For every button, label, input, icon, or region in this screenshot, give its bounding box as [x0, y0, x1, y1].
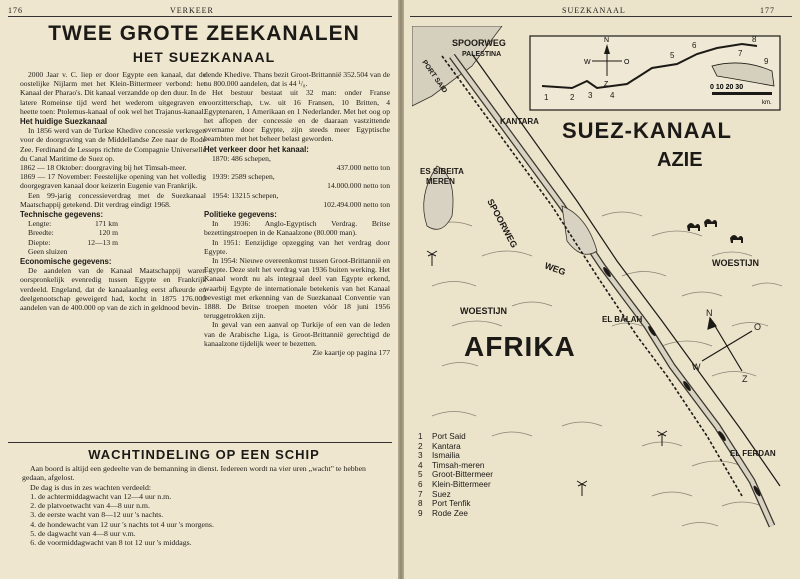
compass-letter: O: [754, 322, 762, 332]
label-spoorweg: SPOORWEG: [485, 197, 520, 250]
label-spoorweg-top: SPOORWEG: [452, 38, 506, 48]
traffic-row: 1954: 13215 schepen, 102.494.000 netto ton: [212, 190, 390, 209]
list-item: 4. de hondewacht van 12 uur 's nachts tot 4 uur 's morgens.: [38, 520, 388, 529]
scale-unit: km.: [762, 100, 772, 106]
inset-number: 5: [670, 51, 675, 60]
section-heading: Economische gegevens:: [20, 257, 112, 267]
inset-number: 2: [570, 93, 575, 102]
section-heading: Het huidige Suezkanaal: [20, 117, 108, 127]
paragraph: De aandelen van de Kanaal Maatschappij waren oorspronkelijk evenredig tussen Egypte en Frankrijk verdeeld. Engeland, dat de kanaalaanleg eerst afkeurde en deelgenootschap geweigerd had, kocht in 1875 176.000 aandelen van de 400.000 op van de zich in geldnood bevin-: [20, 266, 206, 313]
list-item: 2. de platvoetwacht van 4—8 uur n.m.: [38, 501, 388, 510]
paragraph: In geval van een aanval op Turkije of een van de leden van de Arabische Liga, is Groot-Brittannië gerechtigd de kanaalzone tijdelijk weer te bezetten.: [204, 320, 390, 348]
paragraph: 1862 — 18 Oktober: doorgraving bij het Timsah-meer.: [20, 163, 187, 173]
section-heading: Technische gegevens:: [20, 210, 104, 220]
see-map-note: Zie kaartje op pagina 177: [312, 348, 390, 358]
legend-item: 1 Port Said: [418, 432, 466, 441]
legend-item: 4 Timsah-meren: [418, 460, 485, 470]
legend-item: 5 Groot-Bittermeer: [418, 470, 493, 480]
label-el-ferdan: EL FERDAN: [730, 449, 776, 458]
compass-letter: W: [584, 59, 591, 66]
list-item: 6. de voormiddagwacht van 8 tot 12 uur 's middags.: [38, 538, 388, 547]
inset-number: 8: [752, 35, 757, 44]
traffic-row: 1870: 486 schepen, 437.000 netto ton: [212, 153, 390, 173]
list-item: 5. de dagwacht van 4—8 uur v.m.: [38, 529, 388, 538]
tech-row: Diepte: 12—13 m: [28, 237, 118, 247]
legend-item: 9 Rode Zee: [418, 508, 468, 518]
legend-item: 6 Klein-Bittermeer: [418, 479, 491, 489]
tech-note: Geen sluizen: [28, 246, 68, 256]
compass-letter: Z: [742, 374, 748, 384]
paragraph: Aan boord is altijd een gedeelte van de bemanning in dienst. Iedereen wordt na vier uren „wacht" te hebben gedaan, afgelost.: [22, 464, 366, 483]
compass-letter: O: [624, 59, 630, 66]
label-meren: MEREN: [426, 177, 455, 186]
compass-letter: W: [692, 362, 701, 372]
header-rule: [410, 16, 792, 17]
page-number: 177: [760, 6, 775, 15]
map-title: SUEZ-KANAAL: [562, 118, 732, 143]
running-head: VERKEER: [170, 6, 214, 15]
inset-number: 9: [764, 57, 769, 66]
legend-item: 8 Port Tenfik: [418, 499, 471, 509]
column-left: [20, 70, 206, 312]
label-woestijn-east: WOESTIJN: [712, 258, 760, 268]
label-kantara: KANTARA: [500, 117, 539, 126]
compass-letter: N: [706, 308, 713, 318]
traffic-table: [204, 154, 390, 209]
paragraph: In 1951: Eenzijdige opzegging van het verdrag door Egypte.: [204, 237, 390, 256]
article-title: TWEE GROTE ZEEKANALEN: [48, 22, 360, 45]
tech-row: Lengte: 171 km: [28, 219, 118, 229]
watch-section: [22, 464, 388, 548]
compass-letter: Z: [604, 81, 609, 88]
list-item: 1. de achtermiddagwacht van 12—4 uur n.m.: [38, 492, 388, 501]
scale-label: 0 10 20 30: [710, 84, 744, 91]
paragraph: 1869 — 17 November: Feestelijke opening van het volledig doorgegraven kanaal door keizerin Eugenie van Frankrijk.: [20, 172, 206, 191]
section-rule: [8, 442, 392, 443]
label-port-said: PORT SAID: [420, 59, 448, 95]
traffic-row: 1939: 2589 schepen, 14.000.000 netto ton: [212, 172, 390, 191]
legend-item: 7 Suez: [418, 489, 451, 499]
watch-list: [22, 492, 388, 548]
right-page: [404, 0, 800, 579]
paragraph: De dag is dus in zes wachten verdeeld:: [30, 482, 152, 492]
inset-number: 6: [692, 41, 697, 50]
paragraph: In 1954: Nieuwe overeenkomst tussen Groot-Brittannië en Egypte. Deze stelt het verdrag van 1936 buiten werking. Het Kanaal wordt nu als integraal deel van Egypte erkend, waarbij Egypte de internationale betekenis van het Kanaal bevestigt met erkenning van de Suezkanaal Conventie van 1888. De Britse troepen moeten vóór 18 juni 1956 teruggetrokken zijn.: [204, 256, 390, 321]
column-right: [204, 70, 390, 357]
section-heading: Het verkeer door het kanaal:: [204, 144, 309, 154]
compass-letter: N: [604, 37, 610, 44]
label-afrika: AFRIKA: [464, 331, 576, 362]
label-woestijn-west: WOESTIJN: [460, 306, 508, 316]
paragraph: In 1936: Anglo-Egyptisch Verdrag. Britse bezettingstroepen in de Kanaalzone (80.000 man).: [204, 219, 390, 238]
article-subtitle: HET SUEZKANAAL: [132, 49, 276, 65]
map-legend: [418, 432, 618, 518]
label-azie: AZIE: [657, 149, 703, 171]
paragraph: Een 99-jarig concessieverdrag met de Suezkanaal Maatschappij getekend. Dit verdrag eindigt 1968.: [20, 190, 206, 209]
label-palestina: PALESTINA: [462, 51, 502, 58]
label-el-balah: EL BALAH: [602, 315, 643, 324]
watch-title: WACHTINDELING OP EEN SCHIP: [88, 447, 320, 462]
tech-list: [20, 219, 118, 256]
header-rule: [8, 16, 392, 17]
inset-number: 7: [738, 49, 743, 58]
inset-number: 1: [544, 93, 549, 102]
legend-item: 2 Kantara: [418, 441, 461, 451]
intro-paragraph: 2000 Jaar v. C. liep er door Egypte een kanaal, dat de oostelijke Nijlarm met het Klein-Bittermeer verbond: het Kanaal der Pharao's. Dit kanaal verzandde op den duur. In de latere Romeinse tijd werd het wederom uitgegraven en heette toen: Ptolemus-kanaal of ook wel het Trajanus-kanaal.: [20, 70, 206, 116]
legend-item: 3 Ismailia: [418, 451, 460, 461]
label-weg: WEG: [543, 260, 567, 278]
running-head: SUEZKANAAL: [562, 6, 626, 15]
inset-number: 3: [588, 91, 593, 100]
list-item: 3. de eerste wacht van 8—12 uur 's nachts.: [38, 510, 388, 519]
tech-row: Breedte: 120 m: [28, 228, 118, 238]
label-es-sibeita: ES SIBEITA: [420, 167, 464, 176]
page-number: 176: [8, 6, 23, 15]
paragraph: dende Khedive. Thans bezit Groot-Brittannië 352.504 van de nu 800.000 aandelen, dat is 44 ¹/₈.: [204, 70, 390, 89]
inset-number: 4: [610, 91, 615, 100]
left-page: [0, 0, 398, 579]
paragraph: In 1856 werd van de Turkse Khedive concessie verkregen voor de doorgraving van de Middellandse Zee naar de Rode Zee. Ferdinand de Lesseps richtte de Compagnie Universelle du Canal Maritime de Suez op.: [20, 126, 206, 163]
section-heading: Politieke gegevens:: [204, 210, 277, 220]
paragraph: Het bestuur bestaat uit 32 man: onder Franse voorzitterschap, t.w. uit 16 Fransen, 10 Britten, 4 Egyptenaren, 1 Amerikaan en 1 Nederlander. Met het oog op het aflopen der concessie en de daaraan vastzittende overname door Egypte, zijn steeds meer Egyptische beambten met het beheer belast geworden.: [204, 88, 390, 144]
